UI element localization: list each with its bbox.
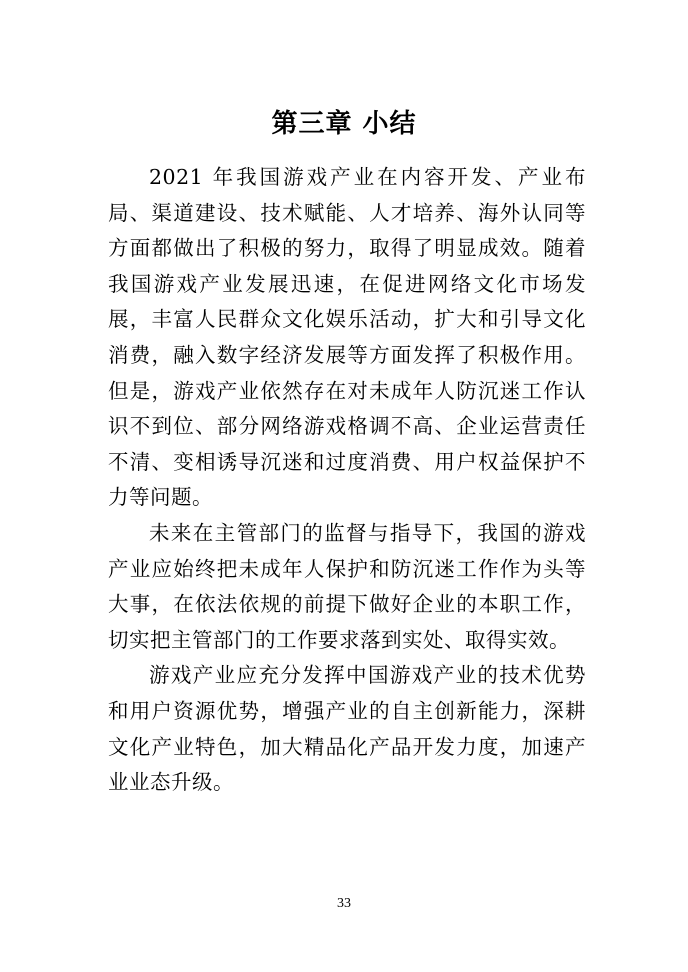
chapter-title: 第三章 小结	[271, 109, 417, 139]
paragraph-3: 游戏产业应充分发挥中国游戏产业的技术优势和用户资源优势，增强产业的自主创新能力，深耕文化产业特色，加大精品化产品开发力度，加速产业业态升级。	[108, 663, 586, 795]
body-text	[108, 160, 586, 801]
page-number: 33	[337, 896, 351, 911]
paragraph-2: 未来在主管部门的监督与指导下，我国的游戏产业应始终把未成年人保护和防沉迷工作作为头等大事，在依法依规的前提下做好企业的本职工作，切实把主管部门的工作要求落到实处、取得实效。	[108, 520, 586, 652]
paragraph-1: 2021 年我国游戏产业在内容开发、产业布局、渠道建设、技术赋能、人才培养、海外认同等方面都做出了积极的努力，取得了明显成效。随着我国游戏产业发展迅速，在促进网络文化市场发展，丰富人民群众文化娱乐活动，扩大和引导文化消费，融入数字经济发展等方面发挥了积极作用。但是，游戏产业依然存在对未成年人防沉迷工作认识不到位、部分网络游戏格调不高、企业运营责任不清、变相诱导沉迷和过度消费、用户权益保护不力等问题。	[108, 165, 586, 510]
